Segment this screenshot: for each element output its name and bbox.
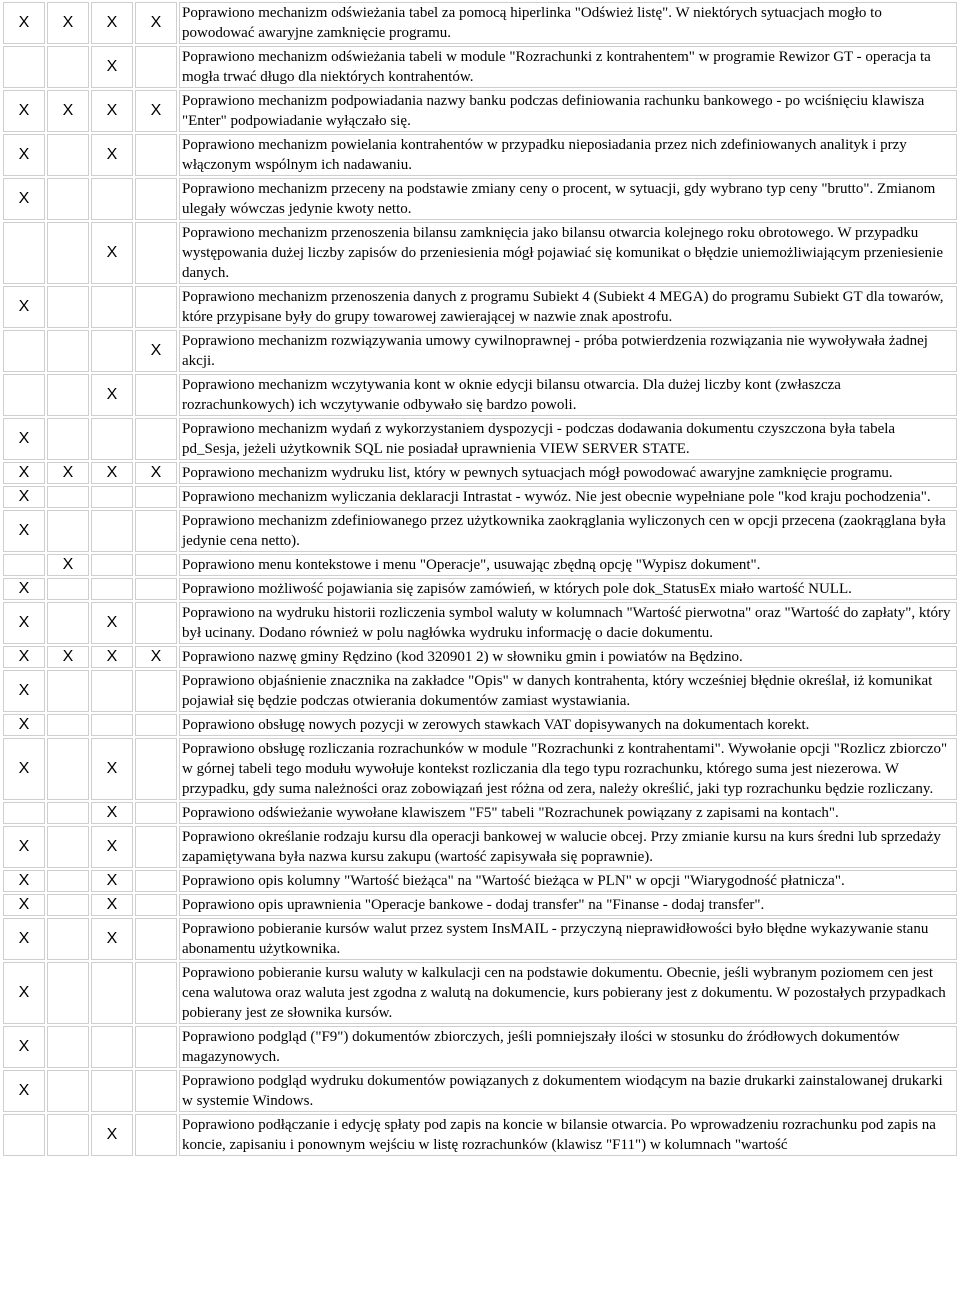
program-mark-cell [91, 962, 133, 1024]
changelog-body [3, 2, 957, 1156]
program-mark-cell [135, 134, 177, 176]
program-mark-cell: X [91, 646, 133, 668]
program-mark-cell [47, 178, 89, 220]
changelog-row [3, 286, 957, 328]
program-mark-cell: X [91, 222, 133, 284]
program-mark-cell [47, 134, 89, 176]
program-mark-cell: X [91, 90, 133, 132]
program-mark-cell [135, 826, 177, 868]
change-description: Poprawiono objaśnienie znacznika na zakładce "Opis" w danych kontrahenta, który wcześniej błędnie określał, iż komunikat pojawiał się będzie podczas otwierania dokumentów zamiast wystawiania. [179, 670, 957, 712]
program-mark-cell: X [47, 554, 89, 576]
program-mark-cell: X [91, 46, 133, 88]
changelog-row [3, 46, 957, 88]
change-description: Poprawiono mechanizm przenoszenia danych z programu Subiekt 4 (Subiekt 4 MEGA) do programu Subiekt GT dla towarów, które przypisane były do grupy towarowej zawierającej w nazwie znak apostrofu. [179, 286, 957, 328]
program-mark-cell [3, 222, 45, 284]
program-mark-cell: X [47, 2, 89, 44]
change-description: Poprawiono odświeżanie wywołane klawiszem "F5" tabeli "Rozrachunek powiązany z zapisami na kontach". [179, 802, 957, 824]
changelog-row [3, 602, 957, 644]
change-description: Poprawiono obsługę rozliczania rozrachunków w module "Rozrachunki z kontrahentami". Wywołanie opcji "Rozlicz zbiorczo" w górnej tabeli tego modułu wywołuje kontekst rozliczania dla tego typu rozrachunku, którego suma jest niezerowa. W przypadku, gdy suma należności oraz zobowiązań jest różna od zera, należy określić, jaki typ rozrachunku będzie rozliczany. [179, 738, 957, 800]
program-mark-cell: X [91, 602, 133, 644]
changelog-row [3, 2, 957, 44]
program-mark-cell: X [3, 178, 45, 220]
program-mark-cell [3, 330, 45, 372]
program-mark-cell [91, 330, 133, 372]
program-mark-cell [47, 894, 89, 916]
program-mark-cell [135, 714, 177, 736]
program-mark-cell [47, 374, 89, 416]
changelog-row [3, 418, 957, 460]
program-mark-cell [3, 802, 45, 824]
program-mark-cell [91, 510, 133, 552]
changelog-row [3, 330, 957, 372]
changelog-row [3, 134, 957, 176]
program-mark-cell: X [3, 826, 45, 868]
changelog-row [3, 554, 957, 576]
change-description: Poprawiono mechanizm wyliczania deklaracji Intrastat - wywóz. Nie jest obecnie wypełniane pole "kod kraju pochodzenia". [179, 486, 957, 508]
program-mark-cell: X [3, 1026, 45, 1068]
program-mark-cell [47, 286, 89, 328]
program-mark-cell: X [3, 738, 45, 800]
change-description: Poprawiono na wydruku historii rozliczenia symbol waluty w kolumnach "Wartość pierwotna" oraz "Wartość do zapłaty", który był ucinany. Dodano również w polu nagłówka wydruku informację o dacie dokumentu. [179, 602, 957, 644]
program-mark-cell [135, 486, 177, 508]
program-mark-cell [91, 286, 133, 328]
change-description: Poprawiono możliwość pojawiania się zapisów zamówień, w których pole dok_StatusEx miało wartość NULL. [179, 578, 957, 600]
program-mark-cell: X [91, 462, 133, 484]
program-mark-cell: X [135, 90, 177, 132]
program-mark-cell: X [3, 578, 45, 600]
changelog-row [3, 222, 957, 284]
change-description: Poprawiono menu kontekstowe i menu "Operacje", usuwając zbędną opcję "Wypisz dokument". [179, 554, 957, 576]
program-mark-cell: X [3, 918, 45, 960]
program-mark-cell: X [91, 918, 133, 960]
changelog-row [3, 918, 957, 960]
change-description: Poprawiono obsługę nowych pozycji w zerowych stawkach VAT dopisywanych na dokumentach korekt. [179, 714, 957, 736]
program-mark-cell [47, 1026, 89, 1068]
program-mark-cell [135, 286, 177, 328]
program-mark-cell [135, 578, 177, 600]
change-description: Poprawiono mechanizm odświeżania tabeli w module "Rozrachunki z kontrahentem" w programie Rewizor GT - operacja ta mogła trwać długo dla niektórych kontrahentów. [179, 46, 957, 88]
changelog-row [3, 486, 957, 508]
program-mark-cell [3, 46, 45, 88]
program-mark-cell [135, 870, 177, 892]
program-mark-cell [135, 670, 177, 712]
program-mark-cell: X [3, 894, 45, 916]
program-mark-cell [135, 894, 177, 916]
program-mark-cell [91, 670, 133, 712]
program-mark-cell: X [47, 462, 89, 484]
changelog-row [3, 90, 957, 132]
changelog-row [3, 1026, 957, 1068]
program-mark-cell [47, 510, 89, 552]
change-description: Poprawiono nazwę gminy Rędzino (kod 320901 2) w słowniku gmin i powiatów na Będzino. [179, 646, 957, 668]
change-description: Poprawiono opis uprawnienia "Operacje bankowe - dodaj transfer" na "Finanse - dodaj transfer". [179, 894, 957, 916]
program-mark-cell: X [91, 1114, 133, 1156]
program-mark-cell [91, 1026, 133, 1068]
program-mark-cell [135, 1114, 177, 1156]
change-description: Poprawiono mechanizm przeceny na podstawie zmiany ceny o procent, w sytuacji, gdy wybrano typ ceny "brutto". Zmianom ulegały wówczas jedynie kwoty netto. [179, 178, 957, 220]
program-mark-cell [135, 1026, 177, 1068]
change-description: Poprawiono mechanizm zdefiniowanego przez użytkownika zaokrąglania wyliczonych cen w opcji przecena (zaokrąglana była jedynie cena netto). [179, 510, 957, 552]
program-mark-cell [135, 918, 177, 960]
changelog-row [3, 962, 957, 1024]
program-mark-cell: X [3, 870, 45, 892]
program-mark-cell [91, 1070, 133, 1112]
program-mark-cell [135, 178, 177, 220]
change-description: Poprawiono mechanizm powielania kontrahentów w przypadku nieposiadania przez nich zdefiniowanych analityk i przy włączonym wspólnym ich nadawaniu. [179, 134, 957, 176]
program-mark-cell [47, 46, 89, 88]
program-mark-cell [135, 46, 177, 88]
changelog-row [3, 670, 957, 712]
program-mark-cell [135, 554, 177, 576]
changelog-row [3, 714, 957, 736]
change-description: Poprawiono mechanizm odświeżania tabel za pomocą hiperlinka "Odśwież listę". W niektórych sytuacjach mogło to powodować awaryjne zamknięcie programu. [179, 2, 957, 44]
changelog-row [3, 1070, 957, 1112]
change-description: Poprawiono mechanizm wydruku list, który w pewnych sytuacjach mógł powodować awaryjne zamknięcie programu. [179, 462, 957, 484]
program-mark-cell [135, 738, 177, 800]
program-mark-cell: X [3, 714, 45, 736]
change-description: Poprawiono mechanizm wydań z wykorzystaniem dyspozycji - podczas dodawania dokumentu czyszczona była tabela pd_Sesja, jeżeli użytkownik SQL nie posiadał uprawnienia VIEW SERVER STATE. [179, 418, 957, 460]
program-mark-cell [3, 554, 45, 576]
program-mark-cell [135, 374, 177, 416]
program-mark-cell [47, 602, 89, 644]
change-description: Poprawiono pobieranie kursów walut przez system InsMAIL - przyczyną nieprawidłowości było błędne wykazywanie stanu abonamentu użytkownika. [179, 918, 957, 960]
changelog-row [3, 1114, 957, 1156]
program-mark-cell [47, 870, 89, 892]
change-description: Poprawiono podgląd ("F9") dokumentów zbiorczych, jeśli pomniejszały ilości w stosunku do źródłowych dokumentów magazynowych. [179, 1026, 957, 1068]
program-mark-cell [91, 178, 133, 220]
program-mark-cell: X [91, 826, 133, 868]
change-description: Poprawiono podgląd wydruku dokumentów powiązanych z dokumentem wiodącym na bazie drukarki zainstalowanej drukarki w systemie Windows. [179, 1070, 957, 1112]
program-mark-cell: X [91, 894, 133, 916]
program-mark-cell: X [3, 1070, 45, 1112]
program-mark-cell: X [91, 374, 133, 416]
change-description: Poprawiono opis kolumny "Wartość bieżąca" na "Wartość bieżąca w PLN" w opcji "Wiarygodność płatnicza". [179, 870, 957, 892]
program-mark-cell [3, 1114, 45, 1156]
change-description: Poprawiono mechanizm podpowiadania nazwy banku podczas definiowania rachunku bankowego - po wciśnięciu klawisza "Enter" podpowiadanie wyłączało się. [179, 90, 957, 132]
program-mark-cell: X [91, 134, 133, 176]
program-mark-cell [91, 714, 133, 736]
program-mark-cell: X [3, 2, 45, 44]
changelog-row [3, 894, 957, 916]
changelog-table [1, 0, 959, 1158]
program-mark-cell [91, 554, 133, 576]
change-description: Poprawiono pobieranie kursu waluty w kalkulacji cen na podstawie dokumentu. Obecnie, jeśli wybranym poziomem cen jest cena walutowa oraz waluta jest zgodna z walutą na dokumencie, kurs pobierany jest z dokumentu. W pozostałych przypadkach pobierany jest ze słownika kursów. [179, 962, 957, 1024]
program-mark-cell: X [47, 646, 89, 668]
change-description: Poprawiono określanie rodzaju kursu dla operacji bankowej w walucie obcej. Przy zmianie kursu na kurs średni lub sprzedaży zapamiętywana była nazwa kursu zakupu (wartość zapisywała się poprawnie). [179, 826, 957, 868]
program-mark-cell [47, 962, 89, 1024]
program-mark-cell: X [3, 510, 45, 552]
program-mark-cell [47, 826, 89, 868]
program-mark-cell: X [47, 90, 89, 132]
program-mark-cell [47, 802, 89, 824]
program-mark-cell [135, 510, 177, 552]
change-description: Poprawiono mechanizm przenoszenia bilansu zamknięcia jako bilansu otwarcia kolejnego roku obrotowego. W przypadku występowania dużej liczby zapisów do przeniesienia mógł pojawiać się komunikat o błędzie uniemożliwiającym przeniesienie danych. [179, 222, 957, 284]
program-mark-cell: X [135, 330, 177, 372]
changelog-row [3, 802, 957, 824]
changelog-row [3, 870, 957, 892]
changelog-row [3, 178, 957, 220]
program-mark-cell: X [135, 2, 177, 44]
program-mark-cell [47, 330, 89, 372]
changelog-row [3, 738, 957, 800]
program-mark-cell [135, 602, 177, 644]
program-mark-cell [47, 738, 89, 800]
program-mark-cell [135, 962, 177, 1024]
program-mark-cell [47, 670, 89, 712]
program-mark-cell [47, 486, 89, 508]
program-mark-cell: X [91, 870, 133, 892]
program-mark-cell [47, 918, 89, 960]
change-description: Poprawiono mechanizm rozwiązywania umowy cywilnoprawnej - próba potwierdzenia rozwiązania nie wywoływała żadnej akcji. [179, 330, 957, 372]
changelog-row [3, 510, 957, 552]
program-mark-cell: X [3, 90, 45, 132]
program-mark-cell [135, 802, 177, 824]
program-mark-cell: X [3, 286, 45, 328]
program-mark-cell [135, 418, 177, 460]
program-mark-cell: X [3, 646, 45, 668]
program-mark-cell: X [135, 646, 177, 668]
program-mark-cell: X [3, 962, 45, 1024]
program-mark-cell: X [135, 462, 177, 484]
program-mark-cell [47, 578, 89, 600]
program-mark-cell [135, 1070, 177, 1112]
program-mark-cell [47, 1070, 89, 1112]
changelog-row [3, 646, 957, 668]
program-mark-cell: X [3, 418, 45, 460]
program-mark-cell: X [3, 602, 45, 644]
program-mark-cell: X [3, 670, 45, 712]
program-mark-cell [91, 486, 133, 508]
program-mark-cell [91, 578, 133, 600]
program-mark-cell [91, 418, 133, 460]
changelog-row [3, 826, 957, 868]
program-mark-cell: X [91, 2, 133, 44]
changelog-row [3, 462, 957, 484]
program-mark-cell [47, 1114, 89, 1156]
program-mark-cell [47, 418, 89, 460]
changelog-row [3, 578, 957, 600]
program-mark-cell [3, 374, 45, 416]
program-mark-cell: X [3, 134, 45, 176]
change-description: Poprawiono podłączanie i edycję spłaty pod zapis na koncie w bilansie otwarcia. Po wprowadzeniu rozrachunku pod zapis na koncie, zapisaniu i ponownym wejściu w listę rozrachunków (klawisz "F11") w kolumnach "wartość [179, 1114, 957, 1156]
change-description: Poprawiono mechanizm wczytywania kont w oknie edycji bilansu otwarcia. Dla dużej liczby kont (zwłaszcza rozrachunkowych) ich wczytywanie odbywało się bardzo powoli. [179, 374, 957, 416]
program-mark-cell: X [91, 738, 133, 800]
program-mark-cell [47, 222, 89, 284]
program-mark-cell: X [3, 462, 45, 484]
program-mark-cell: X [91, 802, 133, 824]
program-mark-cell [47, 714, 89, 736]
program-mark-cell: X [3, 486, 45, 508]
program-mark-cell [135, 222, 177, 284]
changelog-row [3, 374, 957, 416]
